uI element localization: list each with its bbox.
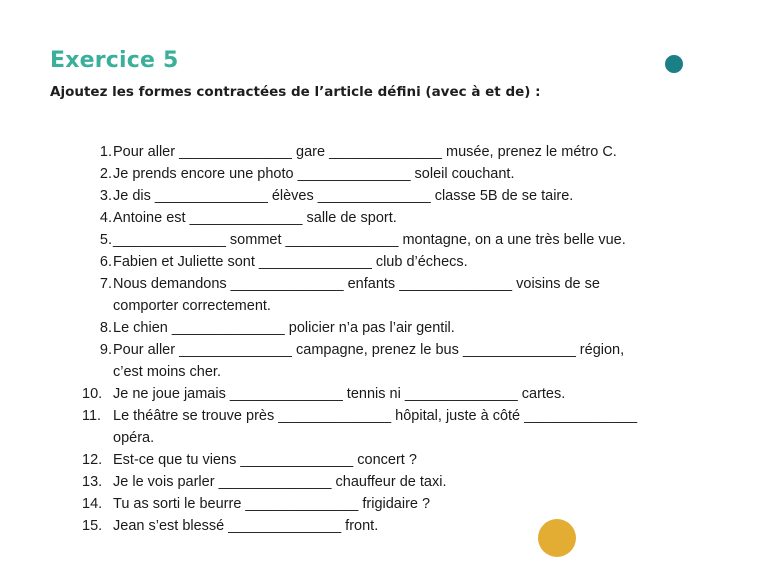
item-text: Tu as sorti le beurre ______________ frigidaire ? bbox=[113, 496, 431, 512]
item-number: 8. bbox=[99, 320, 112, 336]
exercise-item-14 bbox=[82, 493, 722, 515]
exercise-item-1 bbox=[82, 141, 722, 163]
exercise-item-4 bbox=[82, 207, 722, 229]
exercise-item-8 bbox=[82, 317, 722, 339]
item-text: ______________ sommet ______________ montagne, on a une très belle vue. bbox=[113, 232, 626, 248]
item-number: 14. bbox=[82, 496, 103, 512]
item-number: 9. bbox=[99, 342, 112, 358]
item-text: Pour aller ______________ gare ______________ musée, prenez le métro C. bbox=[113, 144, 617, 160]
item-text: Nous demandons ______________ enfants ______________ voisins de se comporter correctement. bbox=[113, 276, 600, 314]
item-number: 1. bbox=[99, 144, 112, 160]
exercise-item-12 bbox=[82, 449, 722, 471]
exercise-title: Exercice 5 bbox=[50, 48, 179, 73]
item-text: Je ne joue jamais ______________ tennis ni ______________ cartes. bbox=[113, 386, 566, 402]
item-number: 3. bbox=[99, 188, 112, 204]
exercise-item-10 bbox=[82, 383, 722, 405]
exercise-item-13 bbox=[82, 471, 722, 493]
item-text: Pour aller ______________ campagne, prenez le bus ______________ région, c’est moins cher. bbox=[113, 342, 625, 380]
exercise-item-5 bbox=[82, 229, 722, 251]
item-text: Je prends encore une photo ______________ soleil couchant. bbox=[113, 166, 515, 182]
exercise-item-15 bbox=[82, 515, 722, 537]
item-number: 12. bbox=[82, 452, 103, 468]
item-number: 13. bbox=[82, 474, 103, 490]
item-text: Le théâtre se trouve près ______________ hôpital, juste à côté ______________ opéra. bbox=[113, 408, 638, 446]
item-number: 5. bbox=[99, 232, 112, 248]
exercise-item-9 bbox=[82, 339, 722, 383]
item-number: 15. bbox=[82, 518, 103, 534]
item-text: Je le vois parler ______________ chauffeur de taxi. bbox=[113, 474, 447, 490]
item-text: Fabien et Juliette sont ______________ club d’échecs. bbox=[113, 254, 468, 270]
exercise-instruction: Ajoutez les formes contractées de l’article défini (avec à et de) : bbox=[50, 84, 541, 100]
exercise-item-7 bbox=[82, 273, 722, 317]
exercise-item-11 bbox=[82, 405, 722, 449]
item-number: 2. bbox=[99, 166, 112, 182]
item-number: 10. bbox=[82, 386, 103, 402]
item-number: 6. bbox=[99, 254, 112, 270]
item-text: Antoine est ______________ salle de sport. bbox=[113, 210, 397, 226]
exercise-item-2 bbox=[82, 163, 722, 185]
exercise-item-3 bbox=[82, 185, 722, 207]
item-text: Je dis ______________ élèves ______________ classe 5B de se taire. bbox=[113, 188, 574, 204]
item-text: Est-ce que tu viens ______________ concert ? bbox=[113, 452, 417, 468]
exercise-item-6 bbox=[82, 251, 722, 273]
item-text: Jean s’est blessé ______________ front. bbox=[113, 518, 379, 534]
item-number: 4. bbox=[99, 210, 112, 226]
teal-dot-decoration bbox=[665, 55, 683, 73]
exercise-list bbox=[82, 141, 722, 537]
item-text: Le chien ______________ policier n’a pas l’air gentil. bbox=[113, 320, 455, 336]
item-number: 7. bbox=[99, 276, 112, 292]
item-number: 11. bbox=[82, 408, 102, 424]
